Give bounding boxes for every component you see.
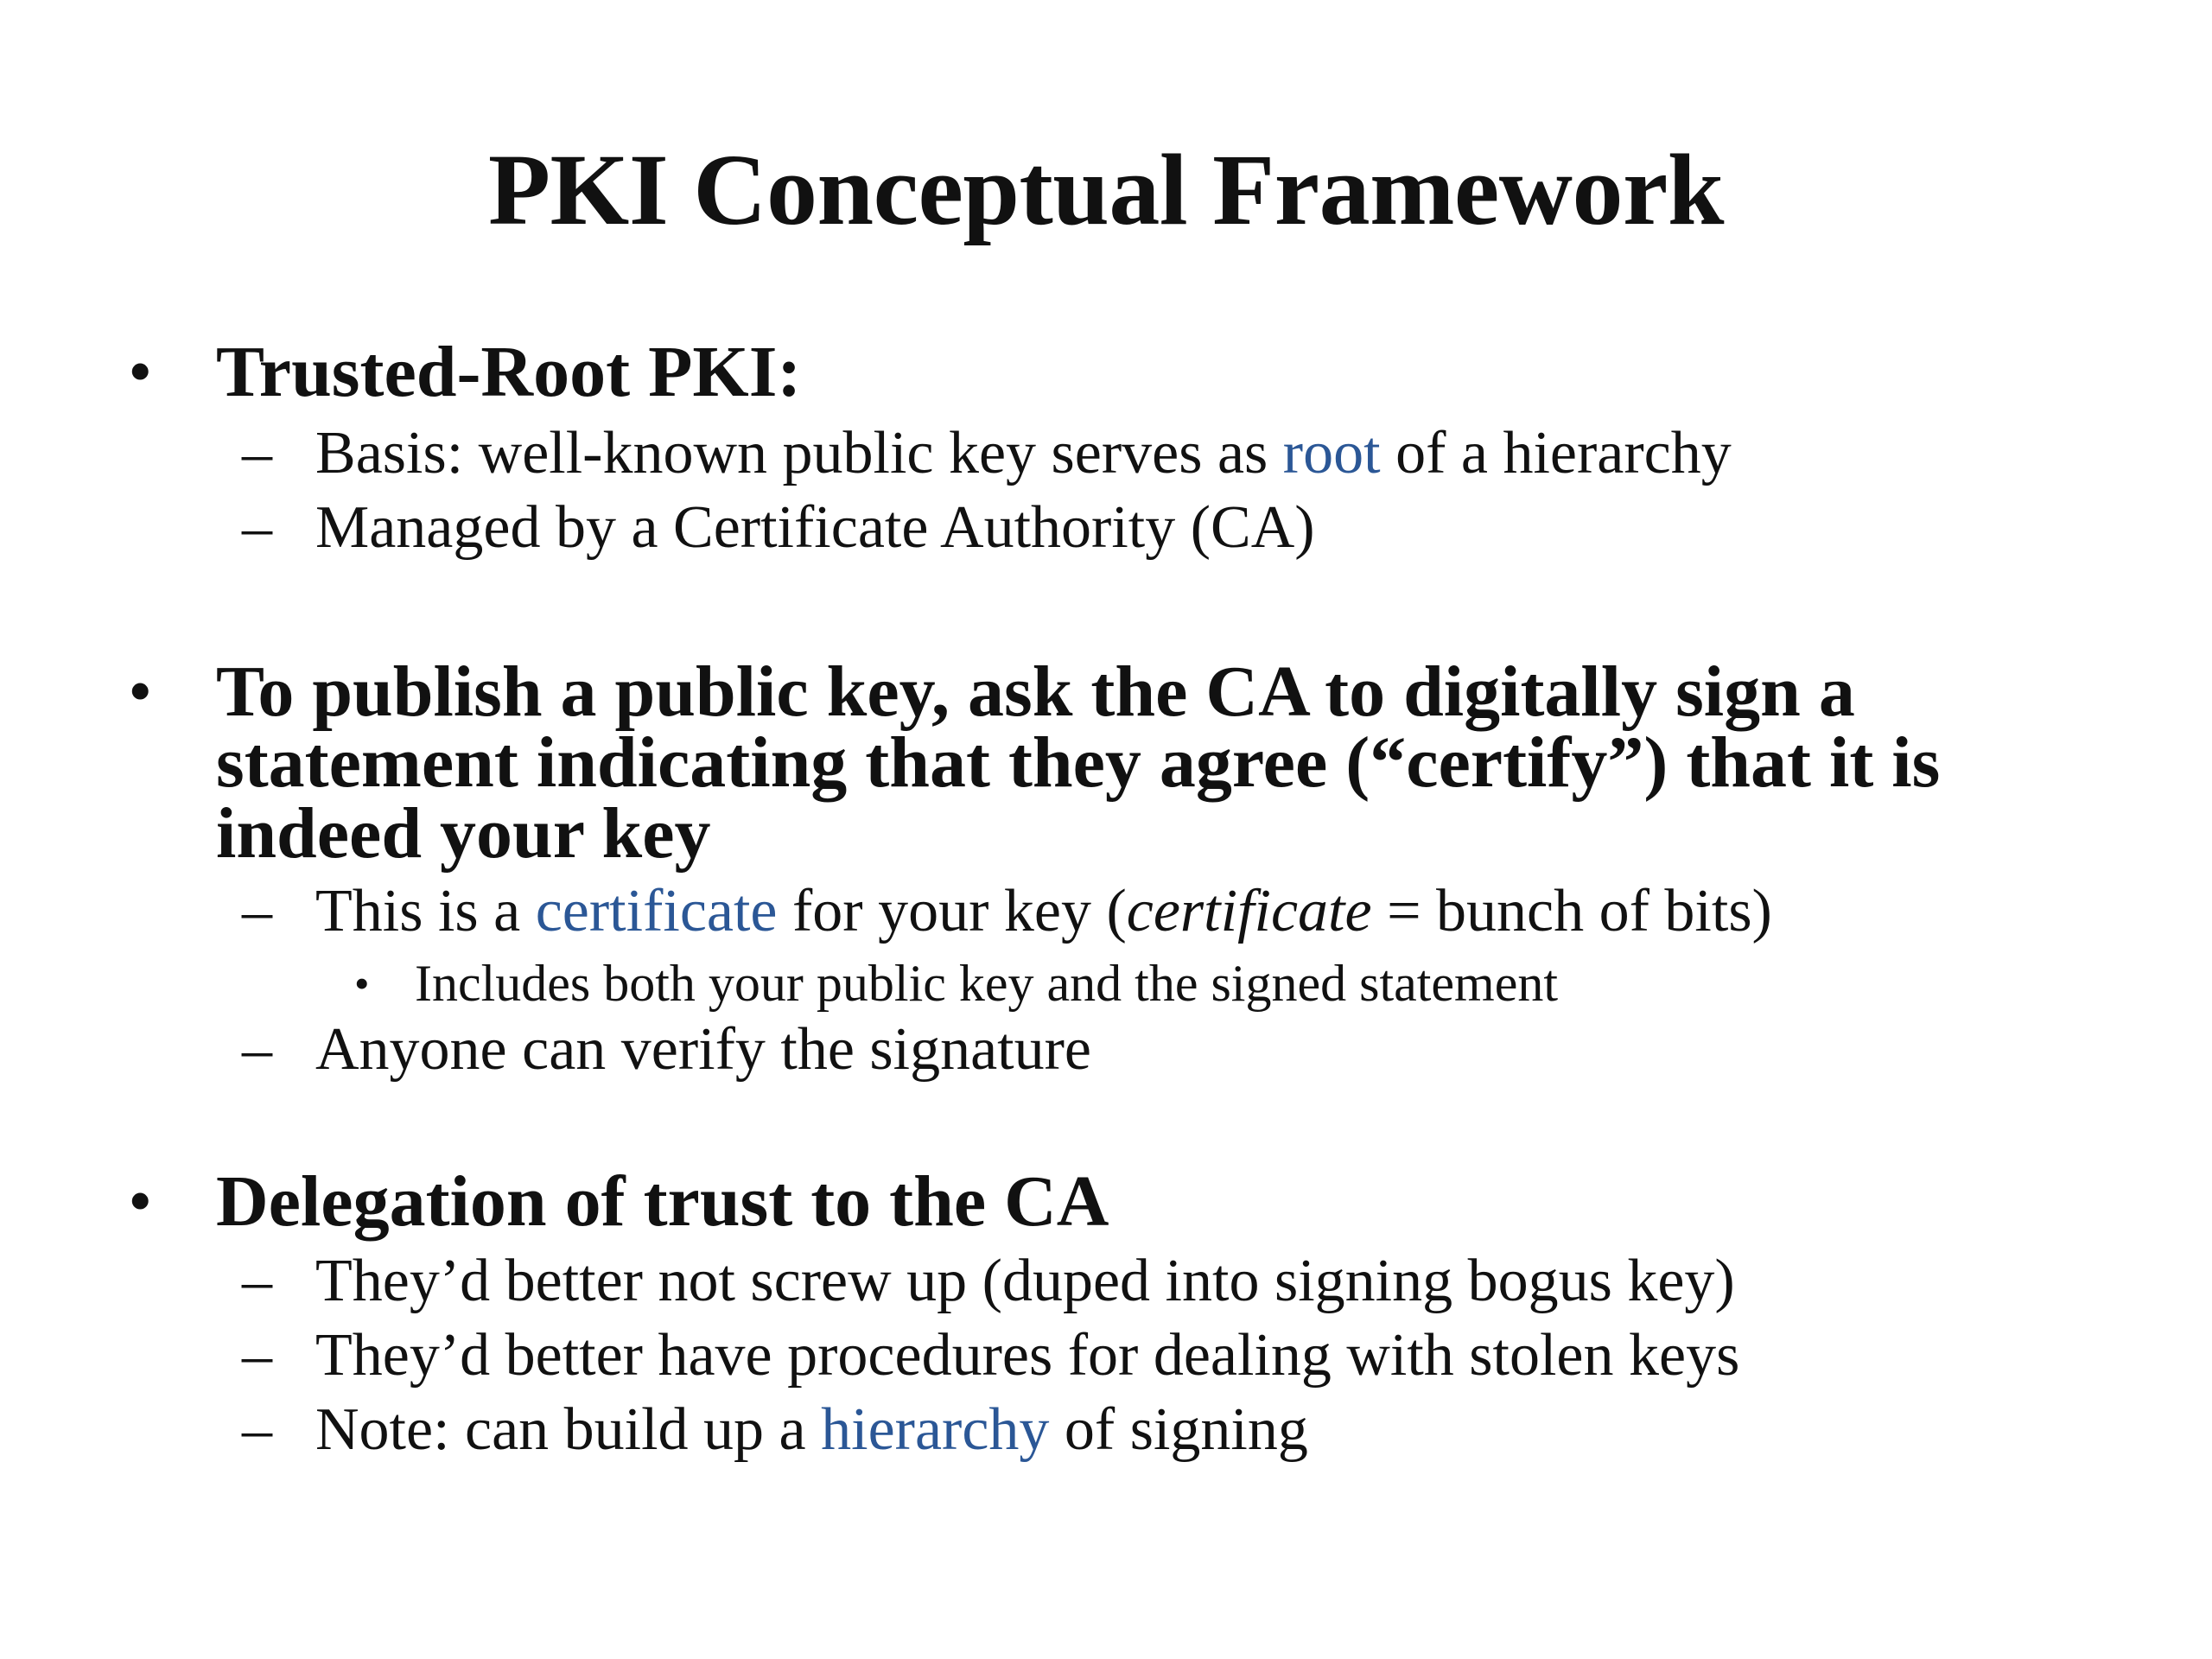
sub-bullet-text: Anyone can verify the signature <box>315 1016 1092 1083</box>
sub-sub-bullet-text: Includes both your public key and the signed statement <box>415 955 1559 1012</box>
sub-bullet-text: Managed by a Certificate Authority (CA) <box>315 494 1315 561</box>
sub-bullet-stolen-keys <box>242 1319 2143 1393</box>
sub-bullet-text: They’d better have procedures for dealing with stolen keys <box>315 1322 1740 1389</box>
sub-bullet-text: of signing <box>1049 1396 1308 1463</box>
bullet-delegation-of-trust <box>130 1161 2117 1242</box>
sub-bullet-text: This is a <box>315 878 536 944</box>
dash-marker: – <box>242 1396 272 1463</box>
sub-bullet-hierarchy-of-signing <box>242 1393 2143 1467</box>
highlight-hierarchy: hierarchy <box>821 1396 1050 1463</box>
bullet-dot: • <box>130 339 151 405</box>
sub-bullet-text: Note: can build up a <box>315 1396 822 1463</box>
dash-marker: – <box>242 494 272 561</box>
sub-bullet-certificate <box>242 874 2143 949</box>
sub-bullet-text: for your key ( <box>777 878 1127 944</box>
bullet-dot: • <box>130 1168 151 1235</box>
sub-bullet-basis <box>242 416 2143 491</box>
sub-sub-bullet-includes <box>354 950 2082 1016</box>
sub-bullet-verify-signature <box>242 1013 2143 1087</box>
slide-title: PKI Conceptual Framework <box>487 133 1725 246</box>
bullet-trusted-root-pki <box>130 332 2117 412</box>
dash-marker: – <box>242 878 272 944</box>
dash-marker: – <box>242 1016 272 1083</box>
italic-certificate: certificate <box>1126 878 1372 944</box>
bullet-dot: • <box>354 959 370 1007</box>
sub-bullet-text: = bunch of bits) <box>1371 878 1772 944</box>
dash-marker: – <box>242 1248 272 1314</box>
dash-marker: – <box>242 1322 272 1389</box>
highlight-root: root <box>1282 420 1381 486</box>
bullet-heading: Trusted-Root PKI: <box>216 332 802 412</box>
sub-bullet-text: They’d better not screw up (duped into signing bogus key) <box>315 1248 1735 1314</box>
dash-marker: – <box>242 420 272 486</box>
sub-bullet-screw-up <box>242 1244 2143 1319</box>
sub-bullet-text: of a hierarchy <box>1380 420 1732 486</box>
sub-bullet-text: Basis: well-known public key serves as <box>315 420 1283 486</box>
bullet-heading: Delegation of trust to the CA <box>216 1161 1109 1242</box>
bullet-publish-public-key <box>130 652 2117 874</box>
highlight-certificate: certificate <box>535 878 778 944</box>
sub-bullet-managed-by-ca <box>242 491 2143 565</box>
bullet-heading: To publish a public key, ask the CA to digitally sign a statement indicating that they agree (“certify”) that it is indeed your key <box>216 652 1941 874</box>
bullet-dot: • <box>130 658 151 725</box>
